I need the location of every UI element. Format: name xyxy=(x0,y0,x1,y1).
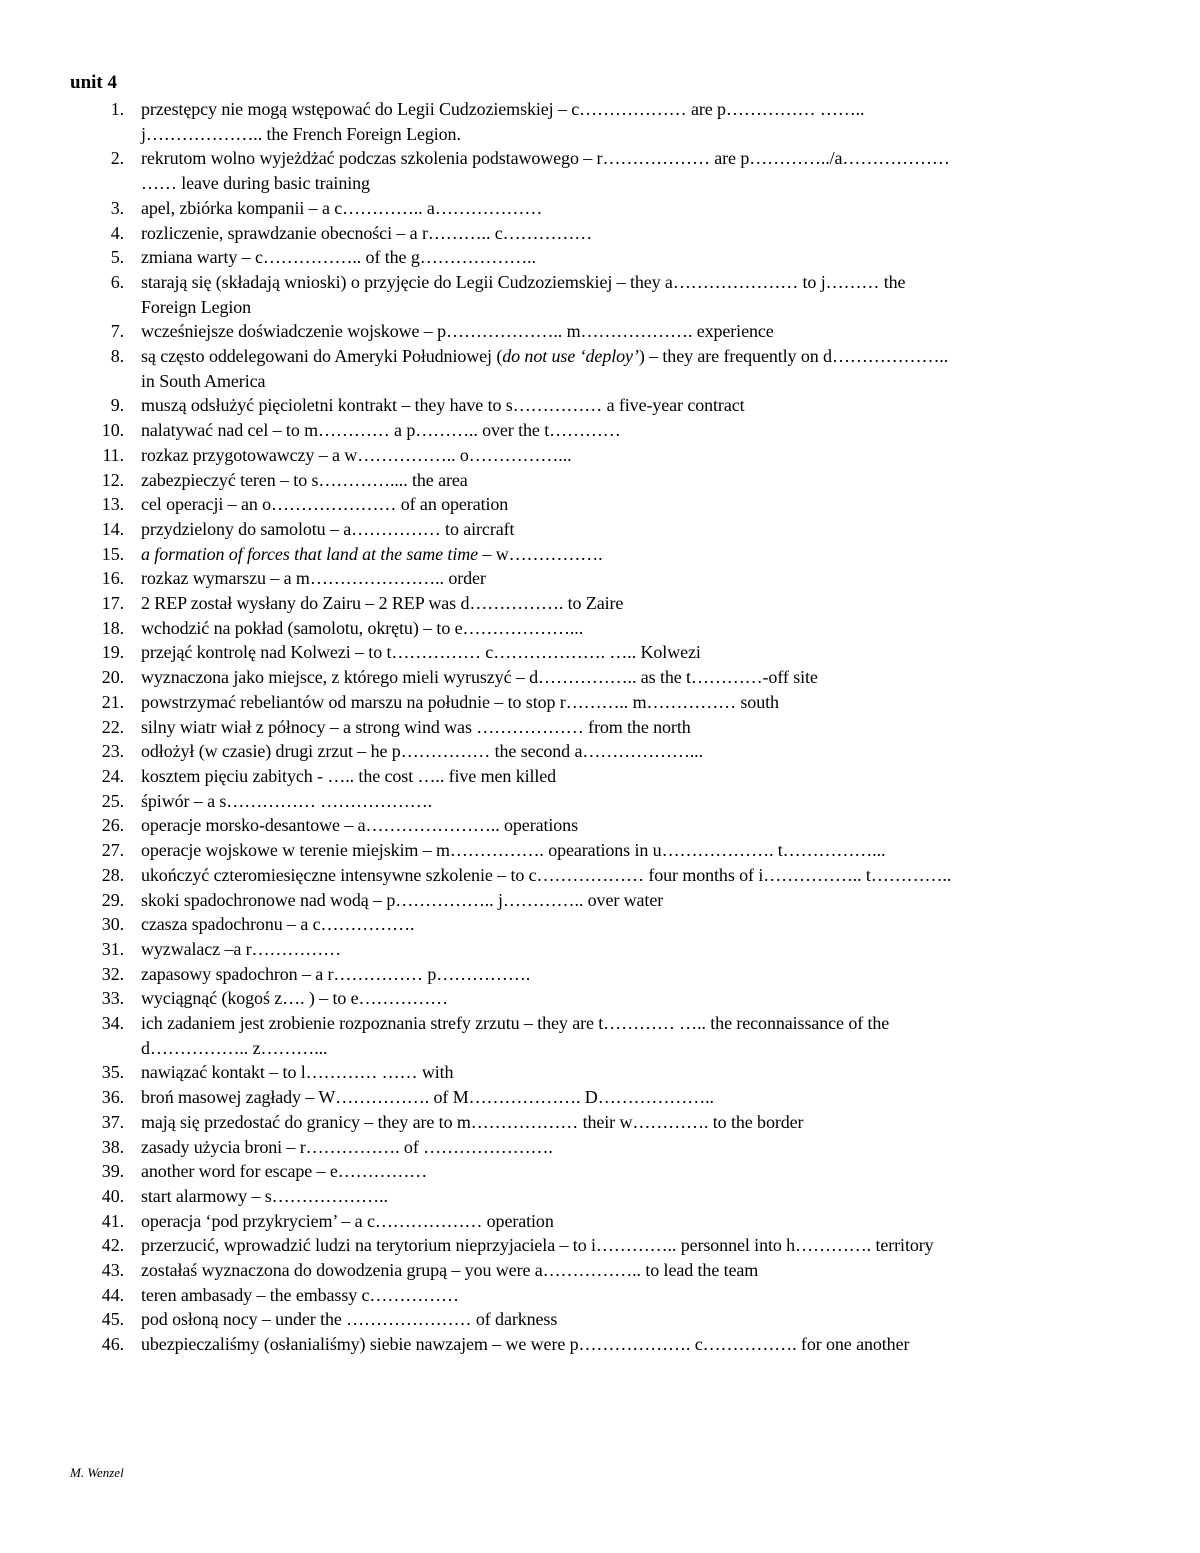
item-text-line xyxy=(141,542,1140,567)
item-text-line: silny wiatr wiał z północy – a strong wind was ……………… from the north xyxy=(141,716,691,737)
exercise-item xyxy=(70,616,1140,641)
item-number: 18. xyxy=(101,617,124,638)
item-number: 30. xyxy=(101,914,124,935)
item-text-segment: ) – they are frequently on d……………….. xyxy=(638,346,949,367)
item-text-line: przerzucić, wprowadzić ludzi na terytorium nieprzyjaciela – to i………….. personnel into h…………. territory xyxy=(141,1235,934,1256)
item-text-line: wyzwalacz –a r…………… xyxy=(141,938,342,959)
item-number: 17. xyxy=(101,593,124,614)
exercise-item xyxy=(70,888,1140,913)
exercise-item xyxy=(70,270,1140,319)
page-title: unit 4 xyxy=(70,72,117,93)
item-number: 8. xyxy=(110,346,124,367)
item-text-line: muszą odsłużyć pięcioletni kontrakt – they have to s…………… a five-year contract xyxy=(141,395,745,416)
item-text-line: teren ambasady – the embassy c…………… xyxy=(141,1284,459,1305)
item-number: 28. xyxy=(101,864,124,885)
exercise-item xyxy=(70,245,1140,270)
item-number: 1. xyxy=(110,99,124,119)
item-text-line: zabezpieczyć teren – to s………….... the area xyxy=(141,469,468,490)
exercise-item xyxy=(70,1110,1140,1135)
item-text-line: zmiana warty – c…………….. of the g……………….. xyxy=(141,247,536,268)
item-text-line: rozkaz wymarszu – a m………………….. order xyxy=(141,568,486,589)
item-number: 4. xyxy=(110,222,124,243)
item-number: 16. xyxy=(101,568,124,589)
exercise-item xyxy=(70,319,1140,344)
exercise-item xyxy=(70,690,1140,715)
exercise-item xyxy=(70,393,1140,418)
item-text-line xyxy=(141,344,1140,369)
exercise-item xyxy=(70,1307,1140,1332)
exercise-item xyxy=(70,1258,1140,1283)
item-number: 24. xyxy=(101,765,124,786)
item-text-line: wchodzić na pokład (samolotu, okrętu) – to e………………... xyxy=(141,617,584,638)
exercise-item xyxy=(70,591,1140,616)
exercise-item xyxy=(70,97,1140,146)
exercise-item xyxy=(70,962,1140,987)
item-text-line: nawiązać kontakt – to l………… …… with xyxy=(141,1062,454,1083)
item-number: 26. xyxy=(101,815,124,836)
item-text-line: Foreign Legion xyxy=(141,296,252,317)
item-text-line: apel, zbiórka kompanii – a c………….. a……………… xyxy=(141,197,543,218)
item-text-line: operacje morsko-desantowe – a………………….. operations xyxy=(141,815,578,836)
item-number: 12. xyxy=(101,469,124,490)
item-text-line: zostałaś wyznaczona do dowodzenia grupą – you were a…………….. to lead the team xyxy=(141,1260,759,1281)
exercise-item xyxy=(70,1184,1140,1209)
exercise-item xyxy=(70,344,1140,393)
exercise-item xyxy=(70,468,1140,493)
author-footer: M. Wenzel xyxy=(70,1465,124,1480)
exercise-item xyxy=(70,838,1140,863)
exercise-item xyxy=(70,813,1140,838)
item-text-line: starają się (składają wnioski) o przyjęcie do Legii Cudzoziemskiej – they a………………… to j……… the xyxy=(141,271,906,292)
item-text-line: odłożył (w czasie) drugi zrzut – he p…………… the second a………………... xyxy=(141,741,703,762)
item-text-line: rozliczenie, sprawdzanie obecności – a r……….. c…………… xyxy=(141,222,593,243)
exercise-item xyxy=(70,1011,1140,1060)
item-number: 11. xyxy=(102,444,124,465)
exercise-item xyxy=(70,764,1140,789)
exercise-item xyxy=(70,221,1140,246)
item-number: 44. xyxy=(101,1284,124,1305)
item-text-line: operacja ‘pod przykryciem’ – a c……………… operation xyxy=(141,1210,554,1231)
item-text-italic: do not use ‘deploy’ xyxy=(502,346,639,367)
exercise-item xyxy=(70,418,1140,443)
item-text-line: kosztem pięciu zabitych - ….. the cost ….. five men killed xyxy=(141,765,557,786)
exercise-item xyxy=(70,739,1140,764)
exercise-item xyxy=(70,789,1140,814)
item-number: 37. xyxy=(101,1111,124,1132)
item-text-line: rekrutom wolno wyjeżdżać podczas szkolenia podstawowego – r……………… are p…………../a……………… xyxy=(141,148,950,169)
item-text-line: czasza spadochronu – a c……………. xyxy=(141,914,415,935)
item-number: 33. xyxy=(101,988,124,1009)
item-number: 14. xyxy=(101,518,124,539)
exercise-item xyxy=(70,566,1140,591)
item-number: 41. xyxy=(101,1210,124,1231)
item-text-line: operacje wojskowe w terenie miejskim – m……………. opearations in u………………. t……………... xyxy=(141,840,886,861)
item-text-line: przydzielony do samolotu – a…………… to aircraft xyxy=(141,518,515,539)
exercise-item xyxy=(70,1159,1140,1184)
item-number: 6. xyxy=(110,271,124,292)
item-text-line: 2 REP został wysłany do Zairu – 2 REP was d……………. to Zaire xyxy=(141,593,624,614)
exercise-item xyxy=(70,542,1140,567)
item-text-line: d…………….. z………... xyxy=(141,1037,328,1058)
item-number: 43. xyxy=(101,1260,124,1281)
exercise-item xyxy=(70,640,1140,665)
item-text-segment: są często oddelegowani do Ameryki Południowej ( xyxy=(141,346,503,367)
item-text-line: pod osłoną nocy – under the ………………… of darkness xyxy=(141,1309,558,1330)
item-text-italic: a formation of forces that land at the same time xyxy=(141,543,479,564)
item-text-line: ich zadaniem jest zrobienie rozpoznania strefy zrzutu – they are t………… ….. the reconnaissance of the xyxy=(141,1013,890,1034)
item-text-line: ubezpieczaliśmy (osłanialiśmy) siebie nawzajem – we were p………………. c……………. for one another xyxy=(141,1334,910,1355)
exercise-item xyxy=(70,146,1140,195)
exercise-list xyxy=(70,97,1140,1357)
item-number: 45. xyxy=(101,1309,124,1330)
item-number: 27. xyxy=(101,840,124,861)
item-number: 31. xyxy=(101,938,124,959)
exercise-item xyxy=(70,715,1140,740)
item-number: 2. xyxy=(110,148,124,169)
exercise-item xyxy=(70,665,1140,690)
item-number: 29. xyxy=(101,889,124,910)
exercise-item xyxy=(70,937,1140,962)
item-number: 22. xyxy=(101,716,124,737)
item-number: 13. xyxy=(101,494,124,515)
item-number: 23. xyxy=(101,741,124,762)
exercise-item xyxy=(70,1135,1140,1160)
item-number: 9. xyxy=(110,395,124,416)
exercise-item xyxy=(70,912,1140,937)
item-text-line: another word for escape – e…………… xyxy=(141,1161,428,1182)
item-number: 20. xyxy=(101,667,124,688)
exercise-item xyxy=(70,196,1140,221)
exercise-item xyxy=(70,863,1140,888)
item-number: 38. xyxy=(101,1136,124,1157)
item-number: 19. xyxy=(101,642,124,663)
item-text-line: start alarmowy – s……………….. xyxy=(141,1185,388,1206)
item-text-line: cel operacji – an o………………… of an operation xyxy=(141,494,509,515)
exercise-item xyxy=(70,1332,1140,1357)
exercise-item xyxy=(70,1085,1140,1110)
item-text-line: in South America xyxy=(141,370,266,391)
item-number: 21. xyxy=(101,691,124,712)
item-text-line: wyciągnąć (kogoś z…. ) – to e…………… xyxy=(141,988,449,1009)
item-number: 42. xyxy=(101,1235,124,1256)
item-text-segment: – w……………. xyxy=(478,543,603,564)
item-number: 36. xyxy=(101,1087,124,1108)
item-text-line: ukończyć czteromiesięczne intensywne szkolenie – to c……………… four months of i…………….. t………….. xyxy=(141,864,952,885)
item-text-line: j……………….. the French Foreign Legion. xyxy=(141,123,461,144)
item-text-line: powstrzymać rebeliantów od marszu na południe – to stop r……….. m…………… south xyxy=(141,691,779,712)
item-text-line: …… leave during basic training xyxy=(141,173,370,194)
exercise-item xyxy=(70,986,1140,1011)
exercise-item xyxy=(70,1233,1140,1258)
item-text-line: mają się przedostać do granicy – they are to m……………… their w…………. to the border xyxy=(141,1111,804,1132)
exercise-item xyxy=(70,1283,1140,1308)
exercise-item xyxy=(70,1060,1140,1085)
item-text-line: wyznaczona jako miejsce, z którego mieli wyruszyć – d…………….. as the t…………-off site xyxy=(141,667,818,688)
exercise-item xyxy=(70,443,1140,468)
exercise-item xyxy=(70,517,1140,542)
exercise-item xyxy=(70,1209,1140,1234)
item-text-line: zapasowy spadochron – a r…………… p……………. xyxy=(141,963,531,984)
item-text-line: nalatywać nad cel – to m………… a p……….. over the t………… xyxy=(141,420,621,441)
item-number: 3. xyxy=(110,197,124,218)
item-number: 46. xyxy=(101,1334,124,1355)
item-number: 7. xyxy=(110,321,124,342)
item-text-line: rozkaz przygotowawczy – a w…………….. o……………... xyxy=(141,444,572,465)
item-number: 10. xyxy=(101,420,124,441)
item-number: 40. xyxy=(101,1185,124,1206)
item-number: 5. xyxy=(110,247,124,268)
item-number: 35. xyxy=(101,1062,124,1083)
item-text-line: przejąć kontrolę nad Kolwezi – to t…………… c………………. ….. Kolwezi xyxy=(141,642,701,663)
item-number: 34. xyxy=(101,1013,124,1034)
exercise-item xyxy=(70,492,1140,517)
item-number: 32. xyxy=(101,963,124,984)
item-text-line: skoki spadochronowe nad wodą – p…………….. j………….. over water xyxy=(141,889,664,910)
item-number: 15. xyxy=(101,543,124,564)
item-text-line: wcześniejsze doświadczenie wojskowe – p……………….. m………………. experience xyxy=(141,321,774,342)
item-text-line: zasady użycia broni – r……………. of …………………. xyxy=(141,1136,553,1157)
item-text-line: śpiwór – a s…………… ………………. xyxy=(141,790,432,811)
item-number: 25. xyxy=(101,790,124,811)
item-text-line: broń masowej zagłady – W……………. of M………………. D……………….. xyxy=(141,1087,714,1108)
item-text-line: przestępcy nie mogą wstępować do Legii Cudzoziemskiej – c……………… are p…………… …….. xyxy=(141,99,865,119)
item-number: 39. xyxy=(101,1161,124,1182)
